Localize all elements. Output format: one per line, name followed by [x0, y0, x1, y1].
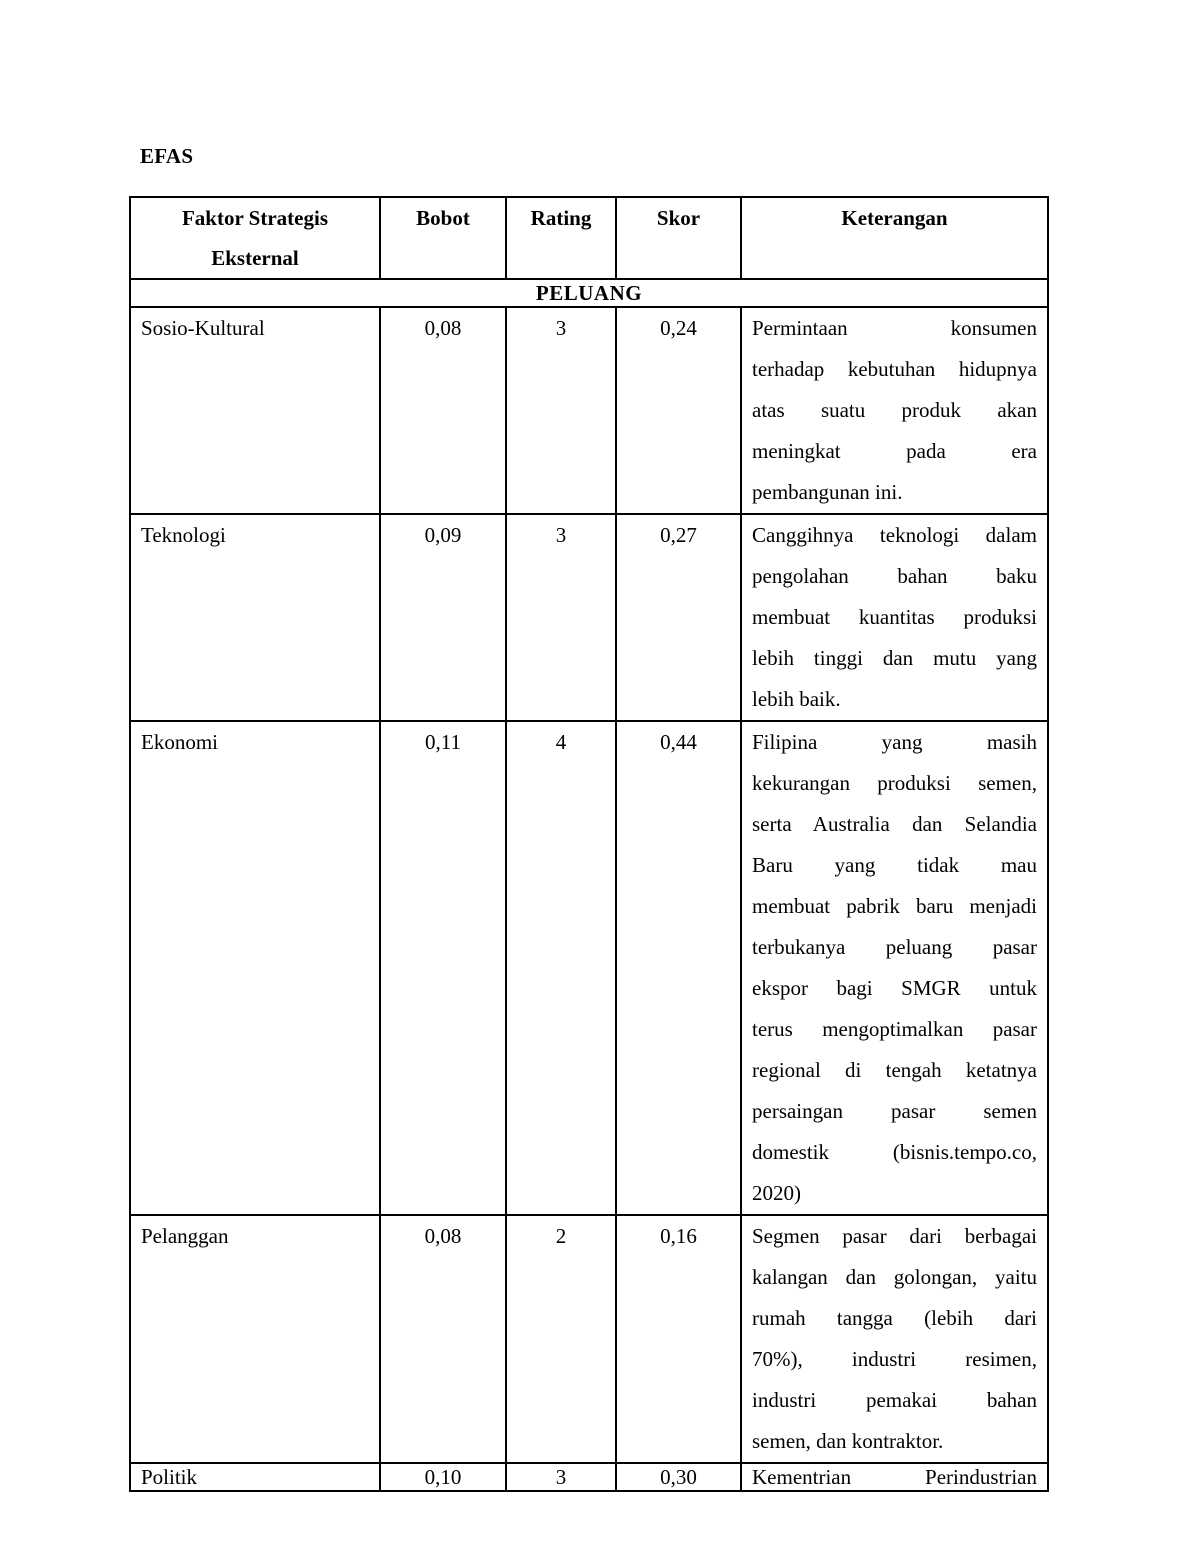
- cell-bobot: 0,11: [380, 721, 506, 1215]
- cell-rating: 2: [506, 1215, 616, 1463]
- keterangan-line: kalangan dan golongan, yaitu: [752, 1265, 1037, 1289]
- cell-skor: 0,30: [616, 1463, 741, 1491]
- keterangan-line: pembangunan ini.: [752, 480, 903, 504]
- keterangan-line: 70%), industri resimen,: [752, 1347, 1037, 1371]
- keterangan-line: Baru yang tidak mau: [752, 853, 1037, 877]
- header-skor: Skor: [616, 197, 741, 279]
- keterangan-line: membuat kuantitas produksi: [752, 605, 1037, 629]
- header-rating: Rating: [506, 197, 616, 279]
- cell-factor: Ekonomi: [130, 721, 380, 1215]
- table-row: [130, 514, 1048, 721]
- keterangan-line: 2020): [752, 1181, 801, 1205]
- cell-rating: 3: [506, 514, 616, 721]
- cell-bobot: 0,08: [380, 1215, 506, 1463]
- keterangan-line: terbukanya peluang pasar: [752, 935, 1037, 959]
- keterangan-line: industri pemakai bahan: [752, 1388, 1037, 1412]
- table-row: [130, 1215, 1048, 1463]
- cell-skor: 0,24: [616, 307, 741, 514]
- keterangan-line: persaingan pasar semen: [752, 1099, 1037, 1123]
- cell-keterangan: [741, 514, 1048, 721]
- efas-table: [129, 196, 1049, 1492]
- cell-bobot: 0,08: [380, 307, 506, 514]
- cell-keterangan: [741, 1463, 1048, 1491]
- keterangan-line: pengolahan bahan baku: [752, 564, 1037, 588]
- cell-skor: 0,44: [616, 721, 741, 1215]
- cell-factor: Pelanggan: [130, 1215, 380, 1463]
- keterangan-line: lebih tinggi dan mutu yang: [752, 646, 1037, 670]
- keterangan-line: domestik (bisnis.tempo.co,: [752, 1140, 1037, 1164]
- cell-factor: Sosio-Kultural: [130, 307, 380, 514]
- cell-keterangan: [741, 721, 1048, 1215]
- header-faktor-strategis: [130, 197, 380, 279]
- cell-bobot: 0,10: [380, 1463, 506, 1491]
- keterangan-line: ekspor bagi SMGR untuk: [752, 976, 1037, 1000]
- keterangan-line: kekurangan produksi semen,: [752, 771, 1037, 795]
- cell-factor: Teknologi: [130, 514, 380, 721]
- table-row: [130, 1463, 1048, 1491]
- header-faktor-line2: Eksternal: [211, 246, 299, 270]
- document-title: EFAS: [140, 144, 194, 168]
- keterangan-line: lebih baik.: [752, 687, 841, 711]
- keterangan-line: regional di tengah ketatnya: [752, 1058, 1037, 1082]
- cell-skor: 0,16: [616, 1215, 741, 1463]
- keterangan-line: Kementrian Perindustrian: [752, 1465, 1037, 1489]
- cell-rating: 3: [506, 307, 616, 514]
- header-keterangan: Keterangan: [741, 197, 1048, 279]
- keterangan-line: rumah tangga (lebih dari: [752, 1306, 1037, 1330]
- keterangan-line: Segmen pasar dari berbagai: [752, 1224, 1037, 1248]
- keterangan-line: serta Australia dan Selandia: [752, 812, 1037, 836]
- keterangan-line: membuat pabrik baru menjadi: [752, 894, 1037, 918]
- keterangan-line: atas suatu produk akan: [752, 398, 1037, 422]
- table-row: [130, 307, 1048, 514]
- table-header-row: [130, 197, 1048, 279]
- header-faktor-line1: Faktor Strategis: [181, 206, 328, 230]
- keterangan-line: terus mengoptimalkan pasar: [752, 1017, 1037, 1041]
- keterangan-line: Filipina yang masih: [752, 730, 1037, 754]
- section-label: PELUANG: [130, 279, 1048, 307]
- table-row: [130, 721, 1048, 1215]
- cell-rating: 4: [506, 721, 616, 1215]
- keterangan-line: Permintaan konsumen: [752, 316, 1037, 340]
- section-row-peluang: [130, 279, 1048, 307]
- keterangan-line: Canggihnya teknologi dalam: [752, 523, 1037, 547]
- cell-bobot: 0,09: [380, 514, 506, 721]
- keterangan-line: meningkat pada era: [752, 439, 1037, 463]
- cell-keterangan: [741, 307, 1048, 514]
- keterangan-line: semen, dan kontraktor.: [752, 1429, 944, 1453]
- cell-rating: 3: [506, 1463, 616, 1491]
- keterangan-line: terhadap kebutuhan hidupnya: [752, 357, 1037, 381]
- cell-skor: 0,27: [616, 514, 741, 721]
- cell-factor: Politik: [130, 1463, 380, 1491]
- header-bobot: Bobot: [380, 197, 506, 279]
- cell-keterangan: [741, 1215, 1048, 1463]
